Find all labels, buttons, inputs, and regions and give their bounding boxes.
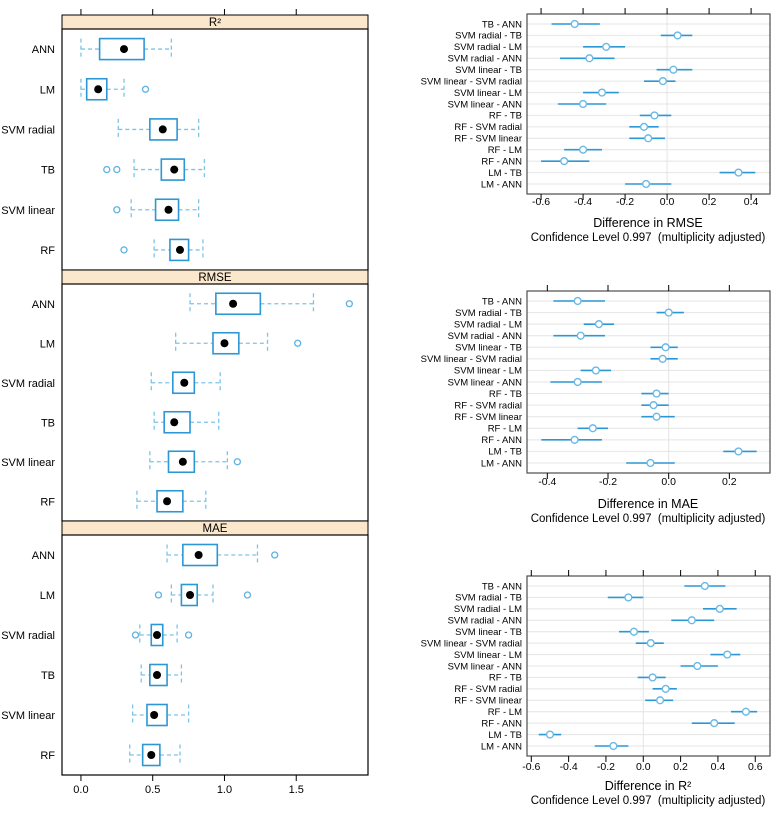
category-label: SVM linear (1, 456, 55, 469)
comparison-label: SVM linear - TB (455, 65, 522, 77)
ci-row-svm-radial-tb (455, 308, 684, 319)
outlier-point (234, 459, 240, 465)
ci-row-rf-svm-radial (454, 400, 668, 411)
ci-row-rf-lm (488, 707, 757, 718)
estimate-point (735, 169, 742, 176)
ci-row-rf-svm-linear (454, 696, 673, 707)
median-dot (220, 339, 228, 347)
comparison-label: RF - SVM linear (454, 695, 522, 707)
outlier-point (114, 207, 120, 213)
ci-row-svm-radial-lm (454, 604, 737, 615)
box-svm-radial-mae (1, 625, 191, 646)
box-lm-r (40, 79, 149, 100)
median-dot (153, 671, 161, 679)
box-svm-linear-r (1, 199, 198, 220)
svg-text:1.0: 1.0 (216, 784, 233, 796)
estimate-point (662, 344, 669, 351)
outlier-point (295, 340, 301, 346)
estimate-point (694, 663, 701, 670)
ci-row-tb-ann (482, 296, 605, 307)
panel-rmse (1, 270, 368, 521)
svg-text:0.5: 0.5 (145, 784, 161, 796)
comparison-label: SVM radial - TB (455, 307, 522, 319)
estimate-point (688, 617, 695, 624)
panel-r (1, 15, 368, 270)
category-label: RF (40, 496, 55, 509)
mae-diff-xlabel: Difference in MAE (597, 497, 699, 511)
median-dot (163, 497, 171, 505)
estimate-point (631, 628, 638, 635)
ci-row-svm-linear-tb (455, 65, 692, 76)
median-dot (176, 246, 184, 254)
estimate-point (711, 720, 718, 727)
box-ann-r (32, 39, 172, 60)
comparison-label: SVM radial - LM (453, 604, 522, 616)
box-rf-r (40, 239, 203, 260)
ci-row-svm-linear-lm (454, 650, 740, 661)
box-rf-rmse (40, 491, 205, 512)
svg-text:0.6: 0.6 (747, 761, 763, 773)
r2-diff-sublabel: Confidence Level 0.997 (multiplicity adjusted) (530, 795, 766, 807)
median-dot (120, 45, 128, 53)
svg-text:-0.4: -0.4 (559, 761, 578, 773)
svg-text:0.0: 0.0 (659, 196, 675, 208)
outlier-point (104, 167, 110, 173)
estimate-point (647, 640, 654, 647)
ci-row-rf-tb (489, 389, 669, 400)
ci-row-svm-linear-tb (455, 627, 649, 638)
estimate-point (580, 146, 587, 153)
svg-text:-0.4: -0.4 (538, 476, 557, 488)
category-label: RF (40, 244, 55, 257)
ci-row-svm-radial-ann (448, 616, 715, 627)
ci-row-lm-tb (488, 447, 756, 458)
category-label: SVM linear (1, 710, 55, 722)
estimate-point (716, 605, 723, 612)
comparison-label: SVM linear - ANN (447, 661, 522, 673)
comparison-label: TB - ANN (481, 296, 522, 308)
ci-row-svm-radial-tb (455, 593, 643, 604)
median-dot (195, 551, 203, 559)
comparison-label: SVM radial - TB (455, 30, 522, 42)
comparison-label: SVM radial - ANN (447, 615, 522, 627)
comparison-label: SVM linear - LM (453, 365, 522, 377)
ci-row-svm-radial-lm (454, 42, 625, 53)
estimate-point (670, 66, 677, 73)
comparison-label: SVM linear - ANN (447, 377, 522, 389)
svg-text:-0.4: -0.4 (574, 196, 593, 208)
ci-row-rf-ann (481, 718, 734, 729)
ci-row-svm-radial-ann (448, 54, 615, 65)
estimate-point (651, 112, 658, 119)
outlier-point (143, 86, 149, 92)
box-svm-linear-mae (1, 705, 188, 726)
svg-text:0.0: 0.0 (73, 784, 89, 796)
category-label: ANN (31, 298, 55, 311)
rmse-diff-xlabel: Difference in RMSE (593, 216, 703, 230)
comparison-label: SVM radial - LM (453, 42, 522, 54)
box-rf-mae (40, 745, 180, 766)
outlier-point (272, 552, 278, 558)
category-label: SVM radial (1, 377, 55, 390)
median-dot (229, 300, 237, 308)
ci-row-tb-ann (482, 581, 726, 592)
ci-row-svm-linear-svm-radial (421, 354, 678, 365)
comparison-label: RF - LM (487, 145, 522, 157)
ci-row-svm-radial-lm (454, 319, 614, 330)
strip-title: MAE (202, 523, 228, 535)
comparison-label: SVM linear - SVM radial (420, 76, 522, 88)
comparison-label: RF - SVM radial (454, 400, 522, 412)
svg-text:0.4: 0.4 (710, 761, 726, 773)
comparison-label: TB - ANN (481, 581, 522, 593)
estimate-point (659, 355, 666, 362)
strip-title: RMSE (198, 272, 232, 284)
ci-row-tb-ann (482, 19, 600, 30)
estimate-point (571, 21, 578, 28)
outlier-point (155, 592, 161, 598)
category-label: TB (40, 670, 55, 682)
estimate-point (643, 181, 650, 188)
estimate-point (701, 583, 708, 590)
median-dot (164, 206, 172, 214)
median-dot (147, 751, 155, 759)
estimate-point (645, 135, 652, 142)
comparison-label: SVM radial - LM (453, 319, 522, 331)
ci-row-lm-ann (481, 741, 629, 752)
category-label: RF (40, 750, 55, 762)
comparison-label: LM - ANN (480, 741, 522, 753)
ci-row-svm-radial-ann (448, 331, 605, 342)
estimate-point (653, 413, 660, 420)
estimate-point (649, 674, 656, 681)
median-dot (179, 458, 187, 466)
ci-row-svm-linear-ann (448, 661, 718, 672)
rmse-diff-sublabel: Confidence Level 0.997 (multiplicity adjusted) (530, 232, 766, 244)
r2-diff-xlabel: Difference in R² (604, 779, 692, 793)
estimate-point (641, 123, 648, 130)
outlier-point (346, 301, 352, 307)
outlier-point (186, 632, 192, 638)
ci-row-rf-lm (488, 424, 608, 435)
box-svm-linear-rmse (1, 451, 240, 472)
estimate-point (595, 321, 602, 328)
comparison-label: SVM radial - ANN (447, 53, 522, 65)
comparison-label: LM - ANN (480, 458, 522, 470)
comparison-label: SVM linear - LM (453, 87, 522, 99)
estimate-point (724, 651, 731, 658)
comparison-label: SVM linear - SVM radial (420, 638, 522, 650)
comparison-label: SVM linear - ANN (447, 99, 522, 111)
estimate-point (592, 367, 599, 374)
comparison-label: RF - ANN (481, 435, 522, 447)
median-dot (94, 85, 102, 93)
svg-text:-0.2: -0.2 (616, 196, 635, 208)
estimate-point (561, 158, 568, 165)
ci-row-lm-tb (488, 168, 755, 179)
strip-title: R² (208, 17, 222, 29)
comparison-label: SVM radial - TB (455, 592, 522, 604)
comparison-label: SVM linear - TB (455, 627, 522, 639)
estimate-point (659, 78, 666, 85)
dotplot-difference-in-r (421, 570, 770, 773)
estimate-point (662, 685, 669, 692)
ci-row-rf-lm (488, 145, 602, 156)
estimate-point (650, 402, 657, 409)
ci-row-rf-ann (481, 435, 602, 446)
comparison-label: LM - ANN (480, 179, 522, 191)
box-ann-mae (32, 545, 278, 566)
median-dot (159, 125, 167, 133)
svg-text:-0.2: -0.2 (598, 476, 618, 488)
comparison-label: RF - ANN (481, 718, 522, 730)
estimate-point (674, 32, 681, 39)
box-lm-rmse (40, 333, 301, 354)
comparison-label: RF - SVM linear (454, 412, 522, 424)
box-tb-r (41, 159, 204, 180)
category-label: LM (39, 84, 55, 97)
comparison-label: RF - TB (488, 110, 522, 122)
comparison-label: RF - LM (487, 707, 522, 719)
mae-diff-sublabel: Confidence Level 0.997 (multiplicity adjusted) (530, 513, 766, 525)
estimate-point (603, 43, 610, 50)
estimate-point (599, 89, 606, 96)
estimate-point (735, 448, 742, 455)
category-label: TB (40, 417, 55, 430)
ci-row-svm-linear-svm-radial (421, 638, 664, 649)
ci-row-svm-linear-lm (454, 88, 619, 99)
category-label: ANN (31, 44, 55, 57)
box-svm-radial-rmse (1, 372, 220, 393)
svg-text:0.2: 0.2 (722, 476, 737, 488)
estimate-point (589, 425, 596, 432)
estimate-point (653, 390, 660, 397)
ci-row-svm-linear-svm-radial (421, 76, 676, 87)
dotplot-difference-in-mae (421, 285, 770, 488)
outlier-point (121, 247, 127, 253)
svg-text:0.0: 0.0 (635, 761, 651, 773)
svg-text:-0.6: -0.6 (532, 196, 551, 208)
outlier-point (132, 632, 138, 638)
ci-row-lm-ann (481, 179, 671, 190)
comparison-label: SVM linear - LM (453, 649, 522, 661)
estimate-point (547, 731, 554, 738)
comparison-label: LM - TB (488, 729, 522, 741)
svg-text:0.4: 0.4 (743, 196, 759, 208)
category-label: SVM linear (1, 204, 55, 217)
estimate-point (574, 379, 581, 386)
median-dot (186, 591, 194, 599)
category-label: ANN (31, 550, 55, 562)
comparison-label: LM - TB (488, 446, 522, 458)
comparison-label: SVM linear - SVM radial (420, 354, 522, 366)
estimate-point (665, 309, 672, 316)
comparison-label: RF - LM (487, 423, 522, 435)
estimate-point (610, 743, 617, 750)
category-label: LM (39, 338, 55, 351)
box-svm-radial-r (1, 119, 198, 140)
median-dot (180, 379, 188, 387)
ci-row-rf-svm-linear (454, 412, 674, 423)
category-label: TB (40, 164, 55, 177)
estimate-point (574, 298, 581, 305)
box-ann-rmse (32, 293, 353, 314)
svg-text:-0.6: -0.6 (522, 761, 541, 773)
estimate-point (647, 460, 654, 467)
category-label: SVM radial (1, 124, 55, 137)
svg-text:0.0: 0.0 (661, 476, 676, 488)
panel-mae (1, 521, 368, 775)
svg-text:-0.2: -0.2 (596, 761, 615, 773)
comparison-label: RF - ANN (481, 156, 522, 168)
outlier-point (114, 167, 120, 173)
dotplot-difference-in-rmse (421, 8, 770, 208)
estimate-point (625, 594, 632, 601)
ci-row-svm-linear-tb (455, 343, 678, 354)
comparison-label: RF - TB (488, 388, 522, 400)
ci-row-svm-linear-lm (454, 366, 611, 377)
comparison-label: SVM radial - ANN (447, 331, 522, 343)
metrics-boxplot-trellis (1, 9, 368, 796)
comparison-label: RF - SVM linear (454, 133, 522, 145)
comparison-label: SVM linear - TB (455, 342, 522, 354)
box-tb-rmse (41, 412, 219, 433)
comparison-label: LM - TB (488, 167, 522, 179)
svg-text:1.5: 1.5 (288, 784, 304, 796)
estimate-point (571, 436, 578, 443)
ci-row-lm-tb (488, 730, 561, 741)
comparison-label: RF - TB (488, 672, 522, 684)
comparison-label: RF - SVM radial (454, 122, 522, 134)
median-dot (170, 418, 178, 426)
svg-text:0.2: 0.2 (701, 196, 717, 208)
median-dot (153, 631, 161, 639)
category-label: LM (39, 590, 55, 602)
estimate-point (586, 55, 593, 62)
ci-row-rf-svm-linear (454, 134, 665, 145)
outlier-point (244, 592, 250, 598)
ci-row-rf-tb (489, 673, 666, 684)
svg-text:0.2: 0.2 (673, 761, 688, 773)
category-label: SVM radial (1, 630, 55, 642)
ci-row-rf-svm-radial (454, 122, 658, 133)
median-dot (150, 711, 158, 719)
estimate-point (580, 101, 587, 108)
estimate-point (743, 708, 750, 715)
ci-row-svm-linear-ann (448, 377, 602, 388)
estimate-point (657, 697, 664, 704)
estimate-point (577, 332, 584, 339)
ci-row-rf-ann (481, 156, 589, 167)
ci-row-lm-ann (481, 458, 675, 469)
comparison-label: TB - ANN (481, 19, 522, 31)
comparison-label: RF - SVM radial (454, 684, 522, 696)
ci-row-rf-tb (489, 111, 671, 122)
box-lm-mae (40, 585, 251, 606)
median-dot (170, 166, 178, 174)
ci-row-svm-radial-tb (455, 31, 692, 42)
